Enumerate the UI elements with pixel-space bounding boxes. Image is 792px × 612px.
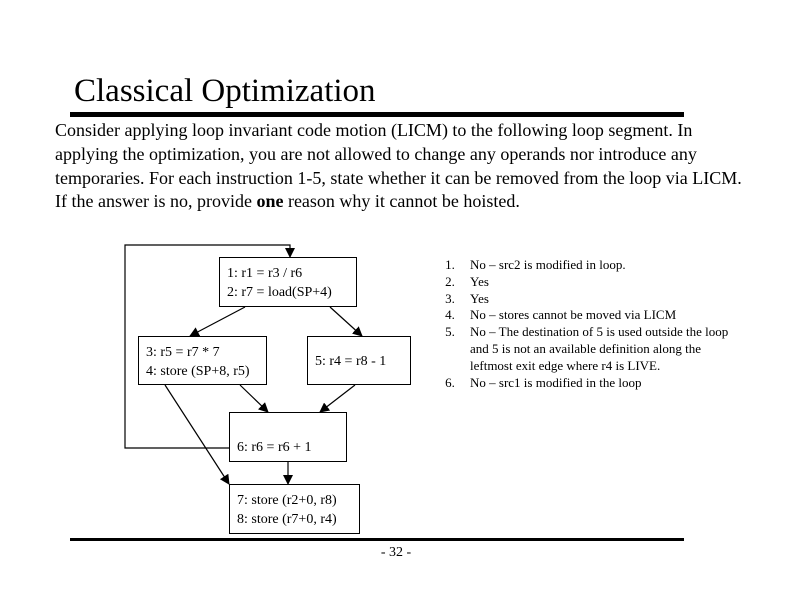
question-emphasis: one xyxy=(256,191,284,212)
answer-item xyxy=(430,291,740,308)
answer-number: 6. xyxy=(445,374,455,390)
answer-item xyxy=(430,324,740,374)
page-number: - 32 - xyxy=(380,545,412,560)
instruction-4: 4: store (SP+8, r5) xyxy=(146,364,250,379)
answer-text: No – The destination of 5 is used outside the loop and 5 is not an available definition along the leftmost exit edge where r4 is LIVE. xyxy=(470,324,729,373)
instruction-8: 8: store (r7+0, r4) xyxy=(237,512,337,527)
cfg-block-1-2 xyxy=(219,257,357,307)
slide-title: Classical Optimization xyxy=(74,73,376,109)
answer-item xyxy=(430,257,740,274)
answer-number: 5. xyxy=(445,324,455,340)
edge-b12-to-b34 xyxy=(190,307,245,336)
answer-text: Yes xyxy=(470,273,489,289)
question-text-part1: Consider applying loop invariant code motion (LICM) to the following loop segment. In applying the optimization, you are not allowed to change any operands nor introduce any temporaries. For each instruction 1-5, state whether it can be removed from the loop via LICM. If the answer is no, provide xyxy=(55,120,742,212)
cfg-block-3-4 xyxy=(138,336,267,385)
answer-number: 1. xyxy=(445,257,455,272)
instruction-7: 7: store (r2+0, r8) xyxy=(237,493,337,508)
answer-list xyxy=(430,257,740,391)
answer-text: No – src2 is modified in loop. xyxy=(470,257,626,272)
answer-number: 3. xyxy=(445,290,455,306)
answer-text: No – src1 is modified in the loop xyxy=(470,374,642,390)
instruction-5: 5: r4 = r8 - 1 xyxy=(315,354,387,369)
cfg-block-5 xyxy=(307,336,411,385)
footer-divider xyxy=(70,538,684,541)
answer-text: Yes xyxy=(470,290,489,306)
cfg-block-6 xyxy=(229,412,347,462)
instruction-6: 6: r6 = r6 + 1 xyxy=(237,440,312,455)
edge-b12-to-b5 xyxy=(330,307,362,336)
edge-b34-to-b78 xyxy=(165,385,229,484)
instruction-1: 1: r1 = r3 / r6 xyxy=(227,266,303,281)
answer-number: 2. xyxy=(445,273,455,289)
cfg-block-7-8 xyxy=(229,484,360,534)
answer-item xyxy=(430,375,740,392)
edge-b5-to-b6 xyxy=(320,385,355,412)
answer-number: 4. xyxy=(445,307,455,323)
instruction-2: 2: r7 = load(SP+4) xyxy=(227,285,332,300)
answer-item xyxy=(430,307,740,324)
instruction-3: 3: r5 = r7 * 7 xyxy=(146,345,220,360)
answer-text: No – stores cannot be moved via LICM xyxy=(470,307,677,323)
answer-item xyxy=(430,274,740,291)
question-text-part2: reason why it cannot be hoisted. xyxy=(283,191,520,212)
edge-b34-to-b6 xyxy=(240,385,268,412)
